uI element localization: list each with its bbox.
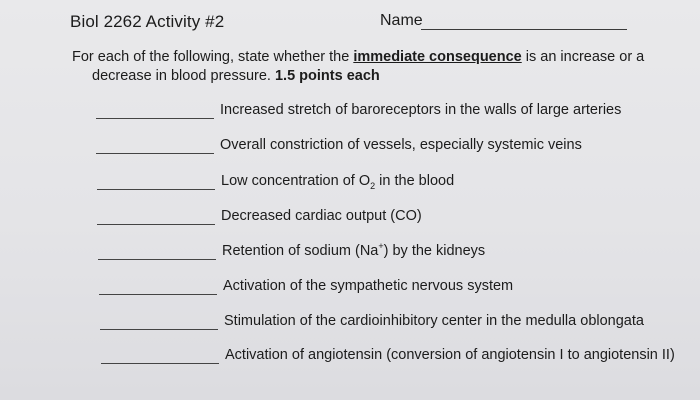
name-label: Name	[380, 12, 423, 29]
answer-blank	[97, 224, 215, 225]
list-item	[98, 243, 698, 265]
item-text	[221, 173, 454, 189]
item-text: Activation of the sympathetic nervous system	[223, 278, 514, 294]
item-text: Increased stretch of baroreceptors in the walls of large arteries	[220, 102, 622, 118]
instructions-text-part2: is an increase or a	[521, 49, 645, 65]
list-item	[101, 347, 700, 369]
item-superscript: +	[378, 241, 384, 252]
item-text	[222, 243, 485, 259]
answer-blank	[99, 294, 217, 295]
item-text-post: ) by the kidneys	[383, 243, 486, 259]
answer-blank	[101, 363, 219, 364]
item-text-pre: Low concentration of O	[221, 173, 371, 189]
list-item	[97, 173, 697, 195]
instructions-emphasis: immediate consequence	[353, 49, 522, 65]
answer-blank	[96, 153, 214, 154]
answer-blank	[100, 329, 218, 330]
item-text: Activation of angiotensin (conversion of angiotensin I to angiotensin II)	[225, 347, 675, 363]
list-item	[99, 278, 699, 300]
item-text: Stimulation of the cardioinhibitory center in the medulla oblongata	[224, 313, 644, 329]
worksheet-title: Biol 2262 Activity #2	[70, 12, 225, 31]
answer-blank	[98, 259, 216, 260]
instructions-line2	[72, 67, 682, 86]
instructions-paragraph	[72, 48, 682, 86]
item-subscript: 2	[370, 180, 376, 191]
instructions-line2-text: decrease in blood pressure.	[92, 68, 275, 84]
answer-blank	[97, 189, 215, 190]
list-item	[97, 208, 697, 230]
list-item	[100, 313, 700, 335]
item-text: Decreased cardiac output (CO)	[221, 208, 422, 224]
name-blank-line	[421, 29, 627, 30]
list-item	[96, 102, 696, 124]
list-item	[96, 137, 696, 159]
points-note: 1.5 points each	[274, 68, 380, 84]
item-text: Overall constriction of vessels, especially systemic veins	[220, 137, 582, 153]
item-text-post: in the blood	[375, 173, 455, 189]
item-text-pre: Retention of sodium (Na	[222, 243, 379, 259]
instructions-text-part1: For each of the following, state whether the	[72, 49, 354, 65]
answer-blank	[96, 118, 214, 119]
